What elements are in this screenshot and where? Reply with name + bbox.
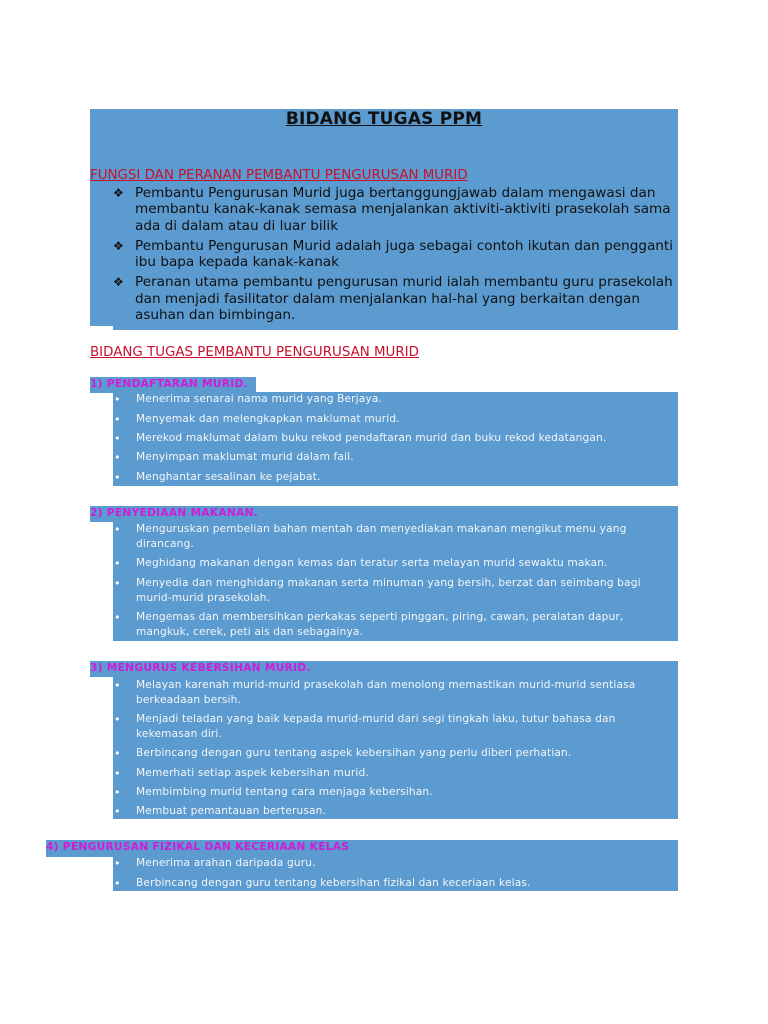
list-item: • Menjadi teladan yang baik kepada murid-murid dari segi tingkah laku, tutur bahasa dan kekemasan diri. bbox=[113, 712, 673, 742]
section-heading: 2) PENYEDIAAN MAKANAN. bbox=[90, 507, 259, 519]
page-title: BIDANG TUGAS PPM bbox=[285, 109, 483, 129]
list-item: • Menyimpan maklumat murid dalam fail. bbox=[113, 450, 673, 465]
list-item: • Mengemas dan membersihkan perkakas seperti pinggan, piring, cawan, peralatan dapur, mangkuk, cerek, peti ais dan sebagainya. bbox=[113, 610, 673, 640]
list-item: • Menerima arahan daripada guru. bbox=[113, 856, 673, 871]
list-item: • Memerhati setiap aspek kebersihan murid. bbox=[113, 766, 673, 781]
list-item: • Menyedia dan menghidang makanan serta minuman yang bersih, berzat dan seimbang bagi murid-murid prasekolah. bbox=[113, 576, 673, 606]
section-list bbox=[113, 522, 673, 640]
list-item: • Berbincang dengan guru tentang kebersihan fizikal dan keceriaan kelas. bbox=[113, 876, 673, 891]
list-item: • Membimbing murid tentang cara menjaga kebersihan. bbox=[113, 785, 673, 800]
section-heading: 1) PENDAFTARAN MURID. bbox=[90, 378, 248, 390]
section-list bbox=[113, 856, 673, 891]
section-list bbox=[113, 678, 673, 819]
list-item: • Berbincang dengan guru tentang aspek kebersihan yang perlu diberi perhatian. bbox=[113, 746, 673, 761]
list-item: • Merekod maklumat dalam buku rekod pendaftaran murid dan buku rekod kedatangan. bbox=[113, 431, 673, 446]
list-item: ❖ Pembantu Pengurusan Murid adalah juga sebagai contoh ikutan dan pengganti ibu bapa kepada kanak-kanak bbox=[113, 237, 674, 271]
list-item: ❖ Peranan utama pembantu pengurusan murid ialah membantu guru prasekolah dan menjadi fasilitator dalam menjalankan hal-hal yang berkaitan dengan asuhan dan bimbingan. bbox=[113, 274, 673, 324]
section-heading: 4) PENGURUSAN FIZIKAL DAN KECERIAAN KELAS bbox=[46, 841, 350, 853]
section-heading: 3) MENGURUS KEBERSIHAN MURID. bbox=[90, 662, 311, 674]
list-item: ❖ Pembantu Pengurusan Murid juga bertanggungjawab dalam mengawasi dan membantu kanak-kanak semasa menjalankan aktiviti-aktiviti prasekolah sama ada di dalam atau di luar bilik bbox=[113, 185, 671, 234]
diamond-bullet-icon: ❖ bbox=[113, 238, 124, 253]
list-item: • Menerima senarai nama murid yang Berjaya. bbox=[113, 392, 673, 407]
fungsi-list bbox=[113, 185, 679, 327]
list-item: • Menyemak dan melengkapkan maklumat murid. bbox=[113, 412, 673, 427]
diamond-bullet-icon: ❖ bbox=[113, 186, 124, 200]
list-item: • Membuat pemantauan berterusan. bbox=[113, 804, 673, 819]
fungsi-heading: FUNGSI DAN PERANAN PEMBANTU PENGURUSAN MURID bbox=[90, 168, 468, 183]
section-list bbox=[113, 392, 673, 485]
list-item: • Melayan karenah murid-murid prasekolah dan menolong memastikan murid-murid sentiasa berkeadaan bersih. bbox=[113, 678, 673, 708]
list-item: • Meghidang makanan dengan kemas dan teratur serta melayan murid sewaktu makan. bbox=[113, 556, 673, 571]
list-item: • Menghantar sesalinan ke pejabat. bbox=[113, 470, 673, 485]
list-item: • Menguruskan pembelian bahan mentah dan menyediakan makanan mengikut menu yang dirancang. bbox=[113, 522, 673, 552]
bidang-tugas-heading: BIDANG TUGAS PEMBANTU PENGURUSAN MURID bbox=[90, 345, 419, 360]
diamond-bullet-icon: ❖ bbox=[113, 275, 124, 290]
